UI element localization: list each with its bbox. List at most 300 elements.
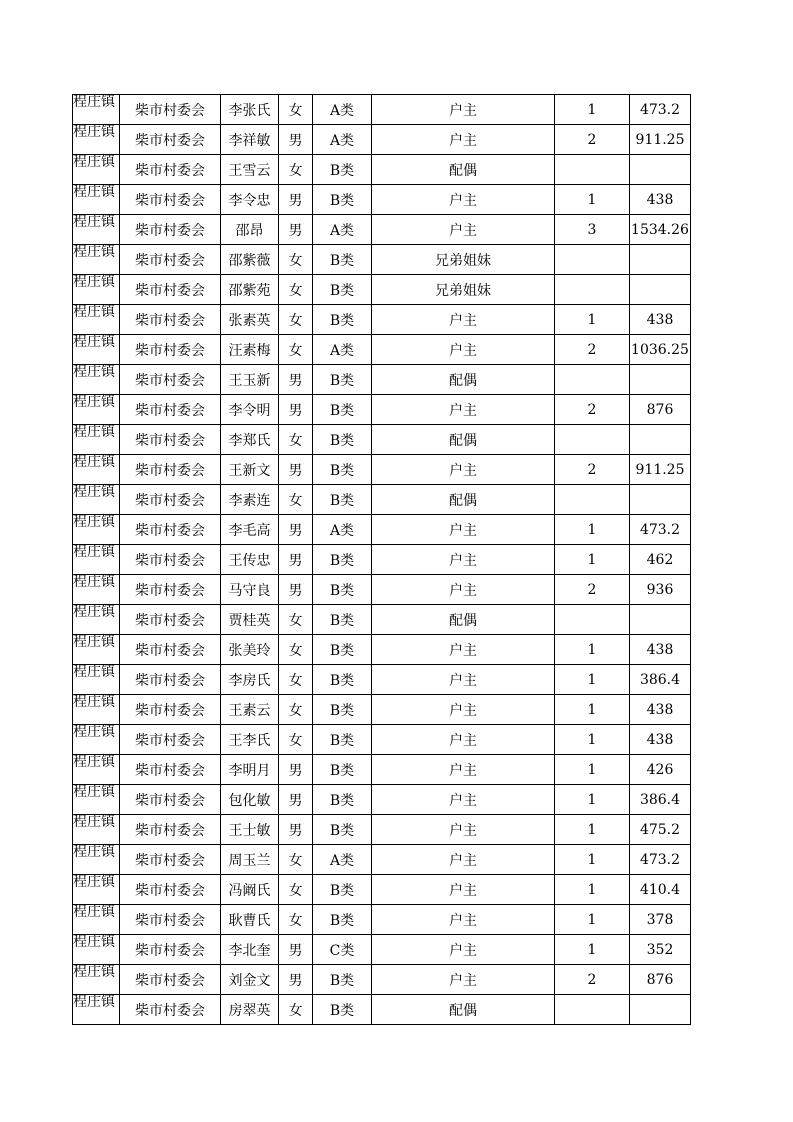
table-row	[73, 245, 691, 275]
amount-cell: 438	[630, 695, 691, 725]
amount-cell: 378	[630, 905, 691, 935]
village-cell: 柴市村委会	[120, 95, 221, 125]
gender-cell: 女	[279, 425, 313, 455]
name-cell: 汪素梅	[221, 335, 279, 365]
table-row	[73, 785, 691, 815]
amount-cell: 876	[630, 395, 691, 425]
category-cell: B类	[313, 785, 372, 815]
relation-cell: 配偶	[372, 485, 555, 515]
relation-cell: 户主	[372, 725, 555, 755]
table-row	[73, 335, 691, 365]
gender-cell: 男	[279, 515, 313, 545]
village-cell: 柴市村委会	[120, 665, 221, 695]
household-count-cell	[555, 245, 630, 275]
household-count-cell: 1	[555, 875, 630, 905]
village-cell: 柴市村委会	[120, 965, 221, 995]
village-cell: 柴市村委会	[120, 365, 221, 395]
category-cell: B类	[313, 185, 372, 215]
gender-cell: 男	[279, 365, 313, 395]
gender-cell: 男	[279, 545, 313, 575]
name-cell: 刘金文	[221, 965, 279, 995]
household-count-cell: 2	[555, 335, 630, 365]
town-cell	[73, 545, 120, 575]
household-count-cell	[555, 155, 630, 185]
town-text: 程庄镇	[73, 994, 115, 1010]
relation-cell: 户主	[372, 335, 555, 365]
name-cell: 房翠英	[221, 995, 279, 1025]
village-cell: 柴市村委会	[120, 425, 221, 455]
category-cell: C类	[313, 935, 372, 965]
category-cell: B类	[313, 395, 372, 425]
gender-cell: 女	[279, 305, 313, 335]
table-body	[73, 95, 691, 1025]
name-cell: 包化敏	[221, 785, 279, 815]
village-cell: 柴市村委会	[120, 635, 221, 665]
town-text: 程庄镇	[73, 934, 115, 950]
town-text: 程庄镇	[73, 664, 115, 680]
town-cell	[73, 635, 120, 665]
category-cell: B类	[313, 245, 372, 275]
category-cell: B类	[313, 815, 372, 845]
category-cell: B类	[313, 485, 372, 515]
category-cell: B类	[313, 545, 372, 575]
amount-cell: 386.4	[630, 785, 691, 815]
gender-cell: 女	[279, 695, 313, 725]
category-cell: B类	[313, 305, 372, 335]
amount-cell	[630, 365, 691, 395]
town-text: 程庄镇	[73, 304, 115, 320]
household-count-cell	[555, 365, 630, 395]
name-cell: 张素英	[221, 305, 279, 335]
category-cell: B类	[313, 755, 372, 785]
household-count-cell	[555, 485, 630, 515]
relation-cell: 配偶	[372, 425, 555, 455]
gender-cell: 女	[279, 635, 313, 665]
relation-cell: 户主	[372, 785, 555, 815]
town-cell	[73, 395, 120, 425]
name-cell: 邵紫薇	[221, 245, 279, 275]
amount-cell	[630, 485, 691, 515]
household-count-cell: 2	[555, 965, 630, 995]
amount-cell: 410.4	[630, 875, 691, 905]
town-text: 程庄镇	[73, 574, 115, 590]
relation-cell: 兄弟姐妹	[372, 245, 555, 275]
table-row	[73, 965, 691, 995]
household-count-cell: 2	[555, 575, 630, 605]
town-text: 程庄镇	[73, 454, 115, 470]
town-text: 程庄镇	[73, 964, 115, 980]
amount-cell: 473.2	[630, 515, 691, 545]
relation-cell: 户主	[372, 905, 555, 935]
name-cell: 王新文	[221, 455, 279, 485]
category-cell: B类	[313, 695, 372, 725]
name-cell: 王传忠	[221, 545, 279, 575]
town-text: 程庄镇	[73, 124, 115, 140]
town-cell	[73, 425, 120, 455]
table-row	[73, 545, 691, 575]
category-cell: B类	[313, 155, 372, 185]
town-text: 程庄镇	[73, 784, 115, 800]
gender-cell: 男	[279, 935, 313, 965]
household-count-cell: 1	[555, 785, 630, 815]
name-cell: 李素连	[221, 485, 279, 515]
town-text: 程庄镇	[73, 94, 115, 110]
name-cell: 贾桂英	[221, 605, 279, 635]
gender-cell: 女	[279, 665, 313, 695]
village-cell: 柴市村委会	[120, 605, 221, 635]
table-row	[73, 125, 691, 155]
town-cell	[73, 875, 120, 905]
relation-cell: 户主	[372, 665, 555, 695]
town-text: 程庄镇	[73, 604, 115, 620]
name-cell: 李郑氏	[221, 425, 279, 455]
relation-cell: 户主	[372, 845, 555, 875]
category-cell: B类	[313, 365, 372, 395]
name-cell: 李祥敏	[221, 125, 279, 155]
amount-cell: 911.25	[630, 455, 691, 485]
gender-cell: 女	[279, 905, 313, 935]
table-row	[73, 95, 691, 125]
household-count-cell: 1	[555, 695, 630, 725]
household-count-cell: 1	[555, 935, 630, 965]
town-cell	[73, 155, 120, 185]
category-cell: B类	[313, 995, 372, 1025]
relation-cell: 户主	[372, 875, 555, 905]
category-cell: B类	[313, 665, 372, 695]
village-cell: 柴市村委会	[120, 515, 221, 545]
town-text: 程庄镇	[73, 814, 115, 830]
household-count-cell: 1	[555, 515, 630, 545]
town-cell	[73, 725, 120, 755]
category-cell: B类	[313, 965, 372, 995]
gender-cell: 女	[279, 485, 313, 515]
village-cell: 柴市村委会	[120, 785, 221, 815]
village-cell: 柴市村委会	[120, 875, 221, 905]
village-cell: 柴市村委会	[120, 575, 221, 605]
village-cell: 柴市村委会	[120, 395, 221, 425]
gender-cell: 女	[279, 995, 313, 1025]
town-cell	[73, 785, 120, 815]
gender-cell: 男	[279, 125, 313, 155]
village-cell: 柴市村委会	[120, 695, 221, 725]
town-cell	[73, 575, 120, 605]
relation-cell: 户主	[372, 755, 555, 785]
relation-cell: 户主	[372, 185, 555, 215]
category-cell: B类	[313, 455, 372, 485]
category-cell: A类	[313, 215, 372, 245]
amount-cell	[630, 425, 691, 455]
table-row	[73, 995, 691, 1025]
town-cell	[73, 215, 120, 245]
relation-cell: 户主	[372, 395, 555, 425]
relation-cell: 兄弟姐妹	[372, 275, 555, 305]
town-cell	[73, 125, 120, 155]
gender-cell: 男	[279, 815, 313, 845]
town-text: 程庄镇	[73, 484, 115, 500]
name-cell: 张美玲	[221, 635, 279, 665]
town-cell	[73, 305, 120, 335]
village-cell: 柴市村委会	[120, 995, 221, 1025]
gender-cell: 男	[279, 395, 313, 425]
village-cell: 柴市村委会	[120, 455, 221, 485]
town-cell	[73, 365, 120, 395]
town-text: 程庄镇	[73, 874, 115, 890]
table-row	[73, 845, 691, 875]
relation-cell: 配偶	[372, 605, 555, 635]
household-table	[72, 94, 691, 1025]
gender-cell: 男	[279, 965, 313, 995]
household-count-cell	[555, 275, 630, 305]
table-row	[73, 485, 691, 515]
amount-cell	[630, 275, 691, 305]
gender-cell: 男	[279, 755, 313, 785]
amount-cell: 876	[630, 965, 691, 995]
name-cell: 王雪云	[221, 155, 279, 185]
amount-cell: 473.2	[630, 95, 691, 125]
town-text: 程庄镇	[73, 274, 115, 290]
village-cell: 柴市村委会	[120, 905, 221, 935]
town-cell	[73, 695, 120, 725]
category-cell: A类	[313, 845, 372, 875]
household-count-cell: 1	[555, 305, 630, 335]
relation-cell: 户主	[372, 455, 555, 485]
town-text: 程庄镇	[73, 724, 115, 740]
town-text: 程庄镇	[73, 154, 115, 170]
table-row	[73, 455, 691, 485]
amount-cell	[630, 995, 691, 1025]
household-count-cell	[555, 425, 630, 455]
name-cell: 王素云	[221, 695, 279, 725]
table-row	[73, 605, 691, 635]
town-cell	[73, 965, 120, 995]
table-row	[73, 365, 691, 395]
relation-cell: 户主	[372, 305, 555, 335]
relation-cell: 户主	[372, 815, 555, 845]
amount-cell: 438	[630, 635, 691, 665]
relation-cell: 户主	[372, 95, 555, 125]
gender-cell: 女	[279, 245, 313, 275]
relation-cell: 户主	[372, 515, 555, 545]
town-text: 程庄镇	[73, 904, 115, 920]
household-count-cell: 2	[555, 395, 630, 425]
household-count-cell: 1	[555, 905, 630, 935]
category-cell: B类	[313, 875, 372, 905]
relation-cell: 户主	[372, 935, 555, 965]
town-text: 程庄镇	[73, 544, 115, 560]
table-row	[73, 215, 691, 245]
category-cell: A类	[313, 125, 372, 155]
gender-cell: 男	[279, 785, 313, 815]
table-row	[73, 575, 691, 605]
household-count-cell	[555, 605, 630, 635]
amount-cell	[630, 155, 691, 185]
category-cell: A类	[313, 515, 372, 545]
table-row	[73, 275, 691, 305]
table-row	[73, 185, 691, 215]
amount-cell: 352	[630, 935, 691, 965]
amount-cell	[630, 245, 691, 275]
household-count-cell: 1	[555, 185, 630, 215]
table-row	[73, 905, 691, 935]
category-cell: A类	[313, 95, 372, 125]
household-count-cell: 1	[555, 725, 630, 755]
name-cell: 王玉新	[221, 365, 279, 395]
village-cell: 柴市村委会	[120, 935, 221, 965]
town-text: 程庄镇	[73, 634, 115, 650]
name-cell: 邵昂	[221, 215, 279, 245]
gender-cell: 女	[279, 605, 313, 635]
amount-cell: 936	[630, 575, 691, 605]
category-cell: B类	[313, 275, 372, 305]
relation-cell: 户主	[372, 215, 555, 245]
category-cell: B类	[313, 575, 372, 605]
amount-cell: 1534.26	[630, 215, 691, 245]
amount-cell: 462	[630, 545, 691, 575]
name-cell: 李明月	[221, 755, 279, 785]
category-cell: A类	[313, 335, 372, 365]
town-cell	[73, 515, 120, 545]
table-row	[73, 425, 691, 455]
town-cell	[73, 755, 120, 785]
village-cell: 柴市村委会	[120, 185, 221, 215]
gender-cell: 女	[279, 875, 313, 905]
amount-cell: 426	[630, 755, 691, 785]
town-text: 程庄镇	[73, 184, 115, 200]
town-cell	[73, 665, 120, 695]
town-text: 程庄镇	[73, 514, 115, 530]
town-cell	[73, 335, 120, 365]
village-cell: 柴市村委会	[120, 845, 221, 875]
village-cell: 柴市村委会	[120, 755, 221, 785]
household-count-cell: 1	[555, 635, 630, 665]
household-count-cell: 3	[555, 215, 630, 245]
table-row	[73, 875, 691, 905]
name-cell: 李张氏	[221, 95, 279, 125]
category-cell: B类	[313, 725, 372, 755]
amount-cell: 473.2	[630, 845, 691, 875]
village-cell: 柴市村委会	[120, 305, 221, 335]
village-cell: 柴市村委会	[120, 155, 221, 185]
town-cell	[73, 275, 120, 305]
amount-cell: 475.2	[630, 815, 691, 845]
name-cell: 邵紫苑	[221, 275, 279, 305]
table-row	[73, 815, 691, 845]
household-count-cell: 1	[555, 845, 630, 875]
amount-cell	[630, 605, 691, 635]
village-cell: 柴市村委会	[120, 245, 221, 275]
category-cell: B类	[313, 905, 372, 935]
town-text: 程庄镇	[73, 244, 115, 260]
town-cell	[73, 605, 120, 635]
village-cell: 柴市村委会	[120, 275, 221, 305]
household-count-cell: 1	[555, 665, 630, 695]
relation-cell: 配偶	[372, 365, 555, 395]
relation-cell: 户主	[372, 695, 555, 725]
village-cell: 柴市村委会	[120, 485, 221, 515]
village-cell: 柴市村委会	[120, 215, 221, 245]
name-cell: 李毛高	[221, 515, 279, 545]
table-row	[73, 695, 691, 725]
gender-cell: 女	[279, 845, 313, 875]
gender-cell: 男	[279, 455, 313, 485]
table-row	[73, 935, 691, 965]
town-cell	[73, 905, 120, 935]
gender-cell: 女	[279, 155, 313, 185]
gender-cell: 女	[279, 95, 313, 125]
relation-cell: 户主	[372, 545, 555, 575]
town-text: 程庄镇	[73, 754, 115, 770]
name-cell: 马守良	[221, 575, 279, 605]
table-row	[73, 155, 691, 185]
gender-cell: 女	[279, 275, 313, 305]
table-row	[73, 305, 691, 335]
village-cell: 柴市村委会	[120, 725, 221, 755]
table-row	[73, 635, 691, 665]
gender-cell: 男	[279, 215, 313, 245]
town-cell	[73, 815, 120, 845]
town-text: 程庄镇	[73, 424, 115, 440]
name-cell: 周玉兰	[221, 845, 279, 875]
table-row	[73, 755, 691, 785]
relation-cell: 户主	[372, 635, 555, 665]
town-cell	[73, 845, 120, 875]
town-text: 程庄镇	[73, 364, 115, 380]
name-cell: 李令明	[221, 395, 279, 425]
name-cell: 李房氏	[221, 665, 279, 695]
amount-cell: 1036.25	[630, 335, 691, 365]
town-text: 程庄镇	[73, 394, 115, 410]
village-cell: 柴市村委会	[120, 335, 221, 365]
gender-cell: 女	[279, 725, 313, 755]
town-cell	[73, 995, 120, 1025]
household-count-cell: 1	[555, 95, 630, 125]
category-cell: B类	[313, 425, 372, 455]
village-cell: 柴市村委会	[120, 815, 221, 845]
category-cell: B类	[313, 605, 372, 635]
town-cell	[73, 485, 120, 515]
town-text: 程庄镇	[73, 844, 115, 860]
name-cell: 耿曹氏	[221, 905, 279, 935]
town-cell	[73, 95, 120, 125]
category-cell: B类	[313, 635, 372, 665]
amount-cell: 386.4	[630, 665, 691, 695]
town-cell	[73, 455, 120, 485]
household-count-cell: 2	[555, 125, 630, 155]
name-cell: 李令忠	[221, 185, 279, 215]
amount-cell: 438	[630, 305, 691, 335]
town-cell	[73, 935, 120, 965]
household-count-cell	[555, 995, 630, 1025]
town-text: 程庄镇	[73, 334, 115, 350]
name-cell: 冯阚氏	[221, 875, 279, 905]
town-text: 程庄镇	[73, 694, 115, 710]
relation-cell: 配偶	[372, 155, 555, 185]
household-count-cell: 1	[555, 545, 630, 575]
village-cell: 柴市村委会	[120, 545, 221, 575]
town-cell	[73, 245, 120, 275]
amount-cell: 438	[630, 725, 691, 755]
amount-cell: 911.25	[630, 125, 691, 155]
table-row	[73, 515, 691, 545]
table-row	[73, 725, 691, 755]
village-cell: 柴市村委会	[120, 125, 221, 155]
name-cell: 李北奎	[221, 935, 279, 965]
name-cell: 王李氏	[221, 725, 279, 755]
amount-cell: 438	[630, 185, 691, 215]
name-cell: 王士敏	[221, 815, 279, 845]
gender-cell: 男	[279, 185, 313, 215]
relation-cell: 户主	[372, 965, 555, 995]
